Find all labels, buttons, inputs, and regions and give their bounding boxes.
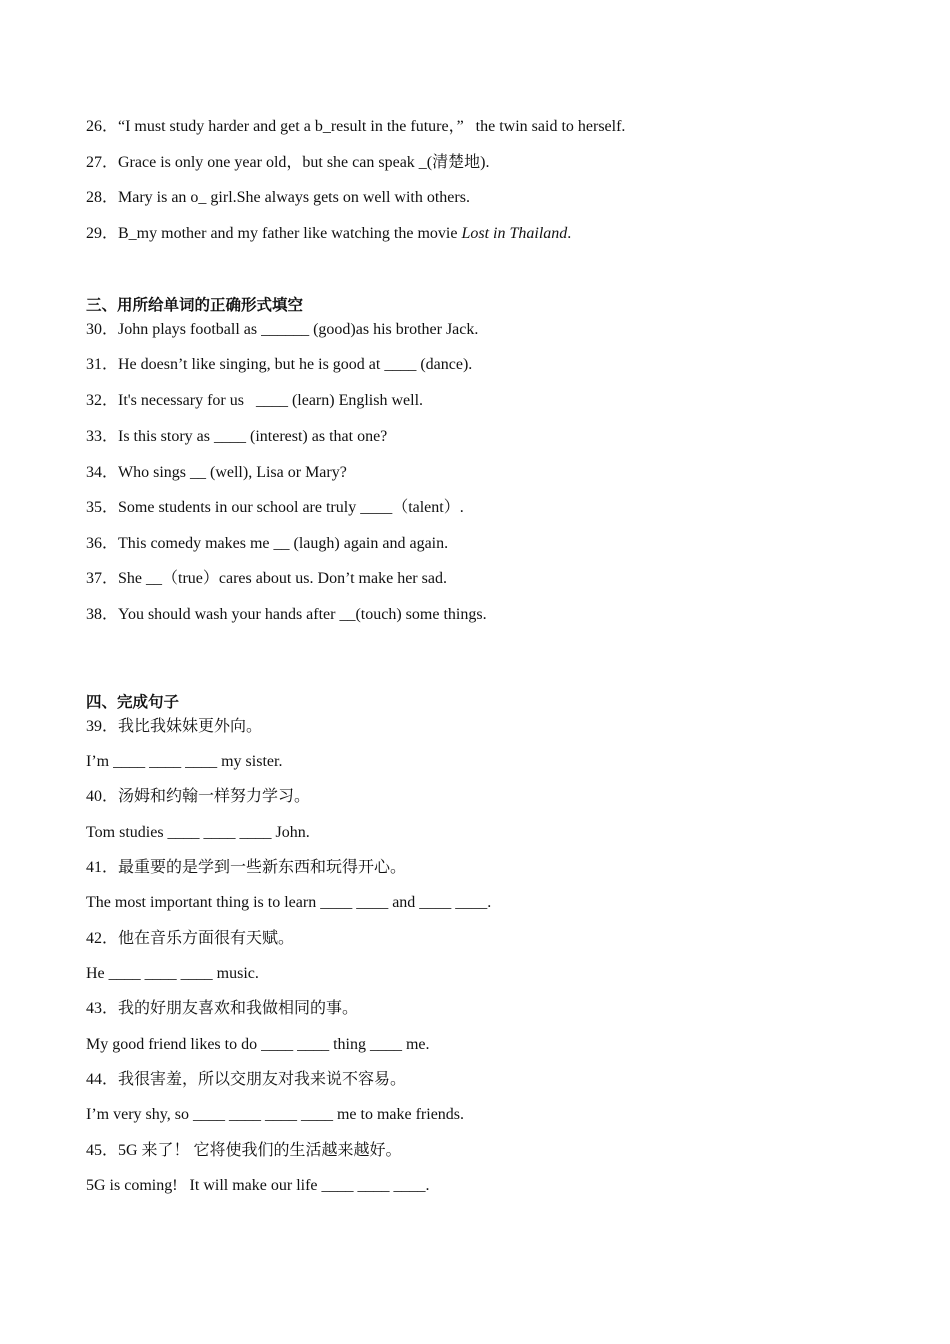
question-39-english: I’m ____ ____ ____ my sister. bbox=[86, 753, 283, 770]
question-32: 32．It's necessary for us ____ (learn) English well. bbox=[86, 392, 424, 409]
question-29-prefix: 29．B_my mother and my father like watching the movie bbox=[86, 225, 462, 242]
question-42-english: He ____ ____ ____ music. bbox=[86, 965, 259, 982]
question-31: 31．He doesn’t like singing, but he is good at ____ (dance). bbox=[86, 356, 473, 373]
section-4-heading: 四、完成句子 bbox=[86, 693, 180, 711]
question-35: 35．Some students in our school are truly ____（talent）. bbox=[86, 499, 464, 516]
question-43-english: My good friend likes to do ____ ____ thing ____ me. bbox=[86, 1036, 430, 1053]
question-29-suffix: . bbox=[567, 225, 572, 242]
question-38: 38．You should wash your hands after __(touch) some things. bbox=[86, 606, 487, 623]
question-40-chinese: 40．汤姆和约翰一样努力学习。 bbox=[86, 788, 311, 805]
question-44-english: I’m very shy, so ____ ____ ____ ____ me to make friends. bbox=[86, 1106, 465, 1123]
question-36: 36．This comedy makes me __ (laugh) again and again. bbox=[86, 535, 449, 552]
question-45-chinese: 45．5G 来了！ 它将使我们的生活越来越好。 bbox=[86, 1142, 402, 1159]
question-30: 30．John plays football as ______ (good)as his brother Jack. bbox=[86, 321, 479, 338]
question-26: 26．“I must study harder and get a b_result in the future，” the twin said to herself. bbox=[86, 118, 626, 135]
movie-title: Lost in Thailand bbox=[461, 225, 568, 242]
question-37: 37．She __（true）cares about us. Don’t make her sad. bbox=[86, 570, 447, 587]
question-43-chinese: 43．我的好朋友喜欢和我做相同的事。 bbox=[86, 1000, 359, 1017]
question-34: 34．Who sings __ (well), Lisa or Mary? bbox=[86, 464, 347, 481]
question-45-english: 5G is coming! It will make our life ____ ____ ____. bbox=[86, 1177, 430, 1194]
section-3-heading: 三、用所给单词的正确形式填空 bbox=[86, 296, 304, 314]
question-44-chinese: 44．我很害羞，所以交朋友对我来说不容易。 bbox=[86, 1071, 407, 1088]
question-41-chinese: 41．最重要的是学到一些新东西和玩得开心。 bbox=[86, 859, 407, 876]
question-42-chinese: 42．他在音乐方面很有天赋。 bbox=[86, 930, 295, 947]
question-27: 27．Grace is only one year old，but she can speak _(清楚地). bbox=[86, 154, 490, 171]
question-33: 33．Is this story as ____ (interest) as that one? bbox=[86, 428, 388, 445]
question-40-english: Tom studies ____ ____ ____ John. bbox=[86, 824, 310, 841]
question-29 bbox=[86, 224, 571, 244]
question-39-chinese: 39．我比我妹妹更外向。 bbox=[86, 718, 263, 735]
question-41-english: The most important thing is to learn ____ ____ and ____ ____. bbox=[86, 894, 492, 911]
question-28: 28．Mary is an o_ girl.She always gets on well with others. bbox=[86, 189, 470, 206]
